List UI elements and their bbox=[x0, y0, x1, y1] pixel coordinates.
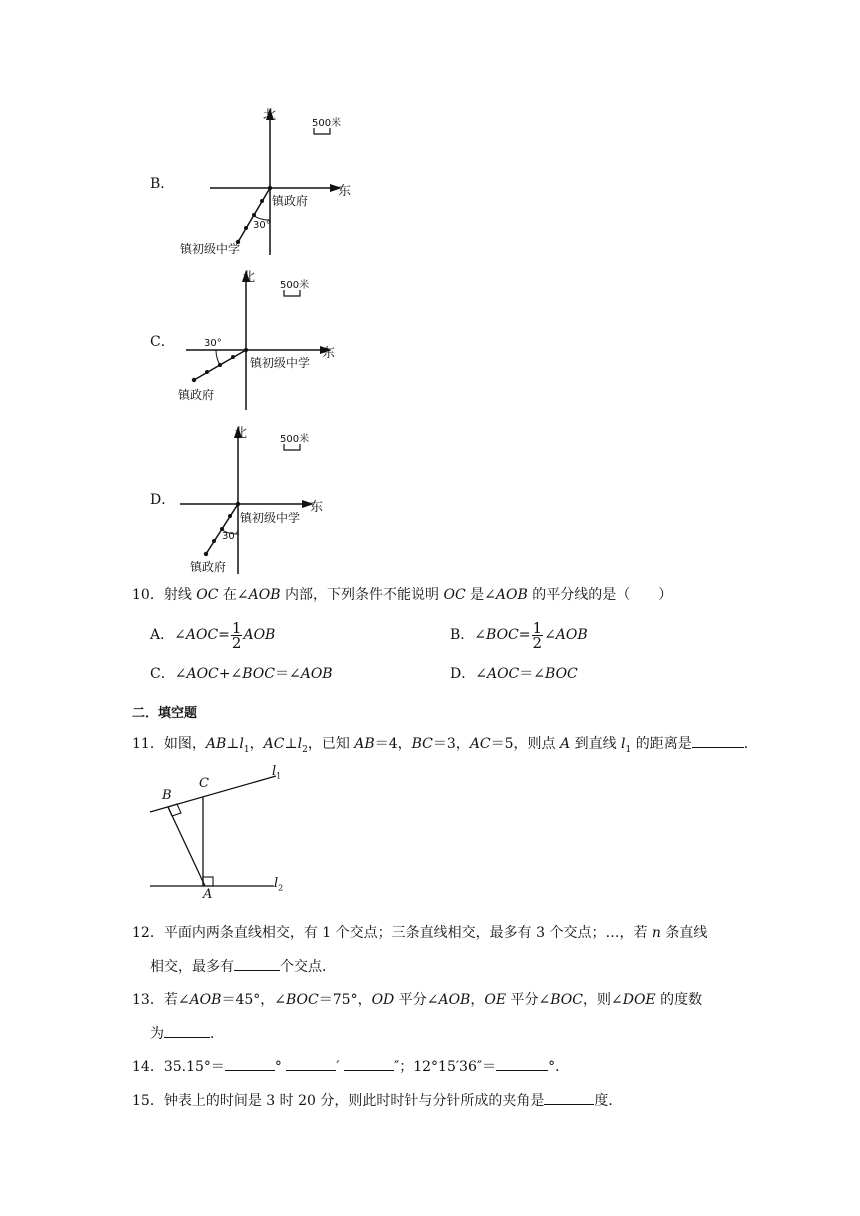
answer-blank-degrees[interactable] bbox=[225, 1056, 275, 1071]
scale-label: 500米 bbox=[280, 434, 310, 445]
question-13-line1: 13．若∠AOB＝45°，∠BOC＝75°，OD 平分∠AOB，OE 平分∠BOC，则∠DOE 的度数 bbox=[132, 992, 703, 1008]
east-label: 东 bbox=[310, 500, 324, 515]
line-l1-label: $l_1$ bbox=[272, 764, 282, 781]
center-place-label: 镇初级中学 bbox=[250, 356, 311, 370]
angle-label: 30° bbox=[222, 531, 240, 542]
question-15: 15．钟表上的时间是 3 时 20 分，则此时时针与分针所成的夹角是 度． bbox=[132, 1090, 622, 1111]
far-place-label: 镇初级中学 bbox=[180, 242, 241, 256]
option-c-label: C． bbox=[150, 334, 175, 350]
north-label: 北 bbox=[242, 270, 256, 285]
point-a-label: A bbox=[203, 887, 213, 902]
question-12-line1: 12．平面内两条直线相交，有 1 个交点；三条直线相交，最多有 3 个交点；…，若 n 条直线 bbox=[132, 925, 708, 941]
question-14: 14．35.15°＝ ° ′ ″；12°15′36″＝ °． bbox=[132, 1056, 569, 1077]
answer-blank[interactable] bbox=[164, 1023, 210, 1038]
answer-blank[interactable] bbox=[692, 733, 744, 748]
far-place-label: 镇政府 bbox=[190, 560, 227, 574]
north-label: 北 bbox=[263, 108, 277, 123]
option-b-label: B． bbox=[150, 176, 175, 192]
center-place-label: 镇初级中学 bbox=[240, 511, 301, 525]
q10-option-c[interactable]: C．∠AOC+∠BOC＝∠AOB bbox=[150, 666, 333, 682]
section-2-title: 二．填空题 bbox=[132, 706, 198, 721]
scale-label: 500米 bbox=[280, 280, 310, 291]
option-c-figure bbox=[176, 262, 338, 414]
east-label: 东 bbox=[338, 184, 352, 199]
question-12-line2: 相交，最多有 个交点． bbox=[150, 956, 336, 977]
far-place-label: 镇政府 bbox=[178, 388, 215, 402]
option-d-figure bbox=[176, 418, 336, 576]
answer-blank-minutes[interactable] bbox=[286, 1056, 336, 1071]
question-13-line2: 为 ． bbox=[150, 1023, 224, 1044]
answer-blank-seconds[interactable] bbox=[344, 1056, 394, 1071]
center-place-label: 镇政府 bbox=[272, 194, 309, 208]
option-d-label: D． bbox=[150, 492, 176, 508]
east-label: 东 bbox=[322, 346, 336, 361]
scale-label: 500米 bbox=[312, 118, 342, 129]
segment-ab bbox=[168, 807, 205, 886]
q10-option-a[interactable]: A．∠AOC= $\frac{1}{2}$ AOB bbox=[150, 618, 276, 652]
answer-blank[interactable] bbox=[234, 956, 280, 971]
fraction-half: $\frac{1}{2}$ bbox=[532, 618, 543, 652]
q10-option-d[interactable]: D．∠AOC＝∠BOC bbox=[450, 666, 578, 682]
angle-label: 30° bbox=[253, 220, 271, 231]
fraction-half: $\frac{1}{2}$ bbox=[231, 618, 242, 652]
north-label: 北 bbox=[234, 426, 248, 441]
line-l2-label: $l_2$ bbox=[274, 876, 284, 893]
question-11-stem: 11．如图，$AB\perp l_1$，$AC\perp l_2$，已知 AB＝4，BC＝3，AC＝5，则点 A 到直线 $l_1$ 的距离是 ． bbox=[132, 733, 758, 760]
q10-option-b[interactable]: B．∠BOC= $\frac{1}{2}$ ∠AOB bbox=[450, 618, 588, 652]
question-11-figure bbox=[148, 764, 298, 904]
option-b-figure bbox=[180, 100, 350, 260]
angle-label: 30° bbox=[204, 338, 222, 349]
point-c-label: C bbox=[199, 776, 209, 791]
answer-blank-decimal[interactable] bbox=[496, 1056, 548, 1071]
point-b-label: B bbox=[162, 788, 172, 803]
question-10-stem: 10．射线 OC 在∠AOB 内部，下列条件不能说明 OC 是∠AOB 的平分线的是（ ） bbox=[132, 587, 673, 603]
answer-blank[interactable] bbox=[544, 1090, 594, 1105]
